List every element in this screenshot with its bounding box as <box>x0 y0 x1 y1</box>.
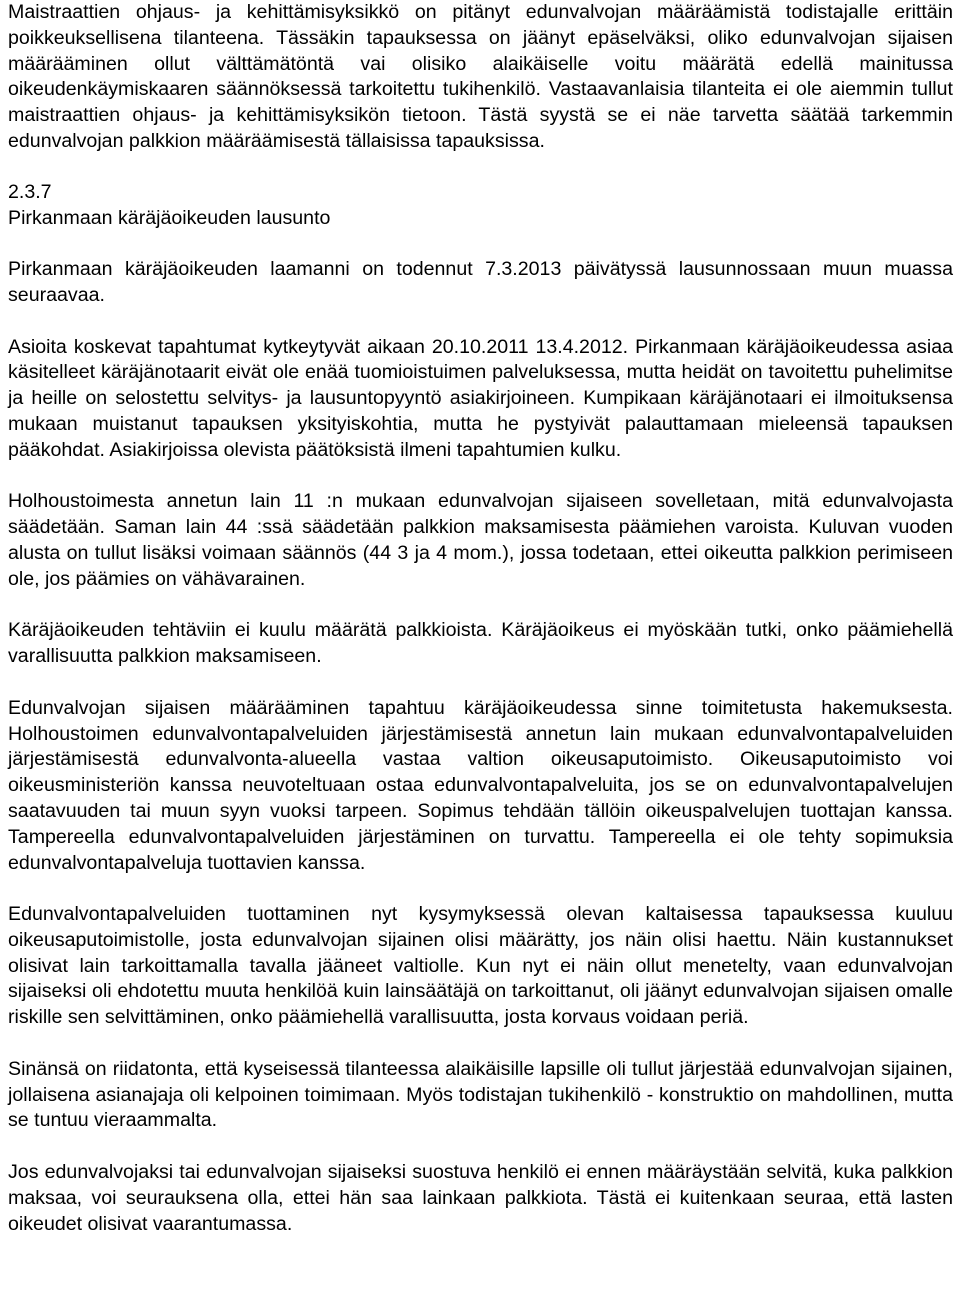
paragraph-1: Pirkanmaan käräjäoikeuden laamanni on todennut 7.3.2013 päivätyssä lausunnossaan muun muassa seuraavaa. <box>8 258 953 306</box>
paragraph-3: Holhoustoimesta annetun lain 11 :n mukaan edunvalvojan sijaiseen sovelletaan, mitä edunvalvojasta säädetään. Saman lain 44 :ssä säädetään palkkion maksamisesta päämiehen varoista. Kuluvan vuoden alusta on tullut lisäksi voimaan säännös (44 3 ja 4 mom.), jossa todetaan, ettei oikeutta palkkion perimiseen ole, jos päämies on vähävarainen. <box>8 490 953 590</box>
section-title: Pirkanmaan käräjäoikeuden lausunto <box>8 206 331 229</box>
paragraph-4: Käräjäoikeuden tehtäviin ei kuulu määrätä palkkioista. Käräjäoikeus ei myöskään tutki, onko päämiehellä varallisuutta palkkion maksamiseen. <box>8 619 953 668</box>
paragraph-5: Edunvalvojan sijaisen määrääminen tapahtuu käräjäoikeudessa sinne toimitetusta hakemuksesta. Holhoustoimen edunvalvontapalveluiden järjestämisestä annetun lain mukaan edunvalvontapalveluiden järjestämisestä edunvalvonta-alueella vastaa valtion oikeusaputoimisto. Oikeusaputoimisto voi oikeusministeriön kanssa neuvoteltuaan ostaa edunvalvontapalveluita, jos se on edunvalvontapalvelujen saatavuuden tai muun syyn vuoksi tarpeen. Sopimus tehdään tällöin oikeuspalvelujen tuottajan kanssa. Tampereella edunvalvontapalveluiden järjestäminen on turvattu. Tampereella ei ole tehty sopimuksia edunvalvontapalveluja tuottavien kanssa. <box>8 696 953 874</box>
section-number: 2.3.7 <box>8 180 52 203</box>
paragraph-6: Edunvalvontapalveluiden tuottaminen nyt kysymyksessä olevan kaltaisessa tapauksessa kuuluu oikeusaputoimistolle, josta edunvalvojan sijainen olisi määrätty, jos näin olisi haettu. Näin kustannukset olisivat lain tarkoittamalla tavalla jääneet valtiolle. Kun nyt ei näin ollut menetelty, vaan edunvalvojan sijaiseksi oli ehdotettu muuta henkilöä kuin lainsäätäjä on tarkoittanut, oli jäänyt edunvalvojan sijaisen omalle riskille sen selvittäminen, onko päämiehellä varallisuutta, josta korvaus voidaan periä. <box>8 903 953 1029</box>
paragraph-2: Asioita koskevat tapahtumat kytkeytyvät aikaan 20.10.2011 13.4.2012. Pirkanmaan käräjäoikeudessa asiaa käsitelleet käräjänotaarit eivät ole enää tuomioistuimen palveluksessa, mutta heidät on tavoitettu puhelimitse ja heille on selostettu selvitys- ja lausuntopyyntö asiakirjoineen. Kumpikaan käräjänotaari ei ilmoituksensa mukaan muistanut tapauksen yksityiskohtia, mutta he pystyivät palauttamaan mieleensä tapauksen pääkohdat. Asiakirjoissa olevista päätöksistä ilmeni tapahtumien kulku. <box>8 335 953 461</box>
paragraph-7: Sinänsä on riidatonta, että kyseisessä tilanteessa alaikäisille lapsille oli tullut järjestää edunvalvojan sijainen, jollaisena asianajaja oli kelpoinen toimimaan. Myös todistajan tukihenkilö - konstruktio on mahdollinen, mutta se tuntuu vieraammalta. <box>8 1057 953 1132</box>
paragraph-intro: Maistraattien ohjaus- ja kehittämisyksikkö on pitänyt edunvalvojan määräämistä todistajalle erittäin poikkeuksellisena tilanteena. Tässäkin tapauksessa on jäänyt epäselväksi, oliko edunvalvojan sijaisen määrääminen ollut välttämätöntä vai olisiko alaikäiselle voitu määrätä edellä mainitussa oikeudenkäymiskaaren säännöksessä tarkoitettu tukihenkilö. Vastaavanlaisia tilanteita ei ole aiemmin tullut maistraattien ohjaus- ja kehittämisyksikön tietoon. Tästä syystä se ei näe tarvetta säätää tarkemmin edunvalvojan palkkion määräämisestä tällaisissa tapauksissa. <box>8 1 953 152</box>
paragraph-8: Jos edunvalvojaksi tai edunvalvojan sijaiseksi suostuva henkilö ei ennen määräystään selvitä, kuka palkkion maksaa, voi seurauksena olla, ettei hän saa lainkaan palkkiota. Tästä ei kuitenkaan seuraa, että lasten oikeudet olisivat vaarantumassa. <box>8 1161 953 1235</box>
